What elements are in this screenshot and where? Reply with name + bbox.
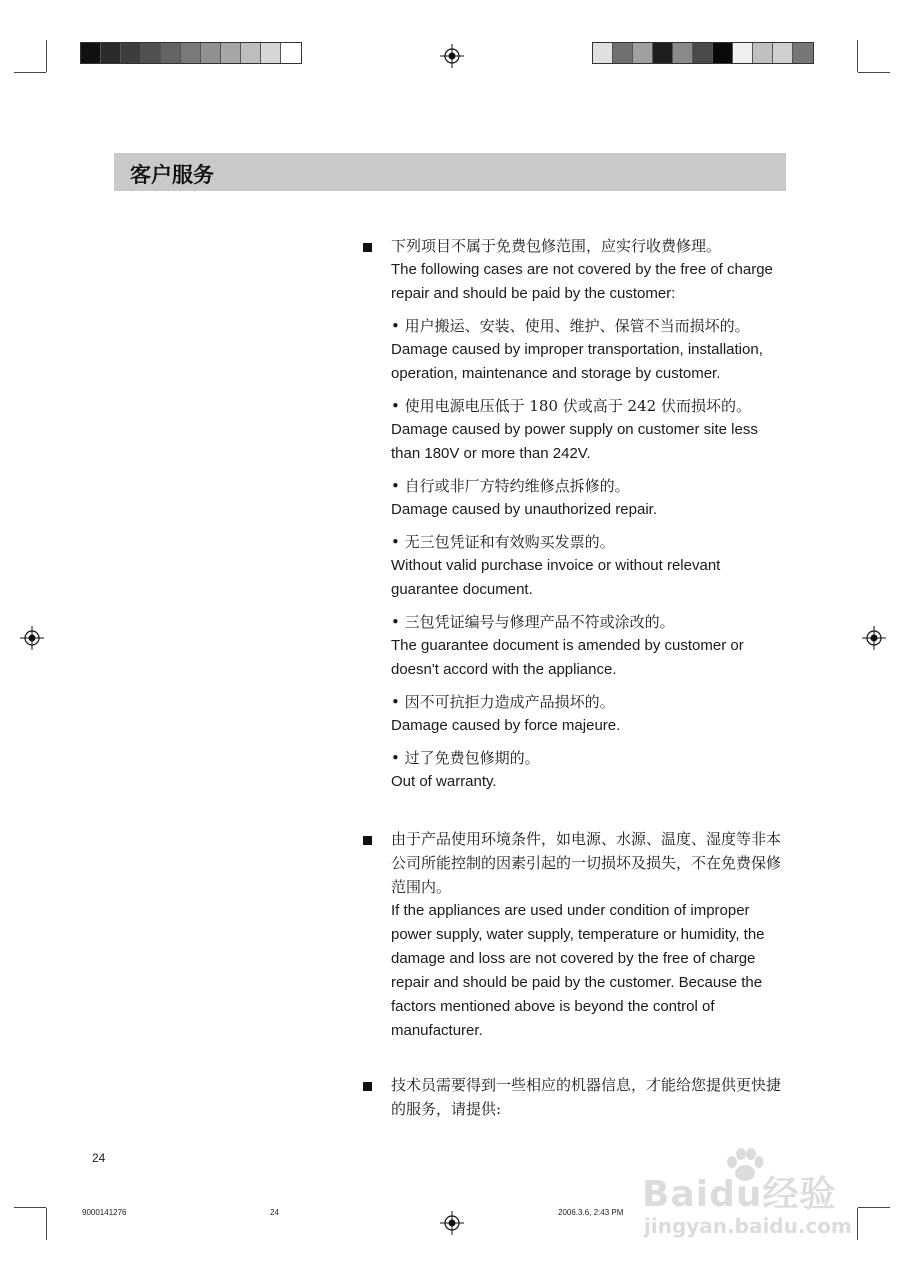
list-item-en: Damage caused by power supply on customer site less than 180V or more than 242V.: [391, 421, 758, 462]
list-item: [391, 610, 790, 682]
list-item: [391, 530, 790, 602]
list-item: [391, 690, 790, 738]
crop-mark: [857, 1208, 858, 1240]
crop-mark: [14, 72, 46, 73]
registration-mark-icon: [440, 1211, 464, 1235]
crop-mark: [858, 72, 890, 73]
list-item-en: Damage caused by force majeure.: [391, 717, 621, 734]
list-item-cn: • 因不可抗拒力造成产品损坏的。: [391, 693, 615, 711]
list-item: [391, 746, 790, 794]
list-item-en: Out of warranty.: [391, 773, 497, 790]
crop-mark: [857, 40, 858, 72]
grayscale-calibration-strip-left: [80, 42, 302, 64]
section-paid-repair-cases: [360, 234, 790, 794]
section-heading-cn: 下列项目不属于免费包修范围，应实行收费修理。: [391, 237, 722, 255]
list-item-cn: • 使用电源电压低于 180 伏或高于 242 伏而损坏的。: [391, 397, 751, 415]
registration-mark-icon: [440, 44, 464, 68]
section-header-bar: [114, 153, 786, 191]
baidu-watermark: [642, 1148, 852, 1248]
list-item-cn: • 用户搬运、安装、使用、维护、保管不当而损坏的。: [391, 317, 750, 335]
crop-mark: [858, 1207, 890, 1208]
footer-page: 24: [270, 1208, 279, 1217]
list-item: [391, 314, 790, 386]
watermark-main: Baidu经验: [642, 1174, 837, 1215]
list-item: [391, 394, 790, 466]
list-item-en: The guarantee document is amended by customer or doesn't accord with the appliance.: [391, 637, 744, 678]
registration-mark-icon: [20, 626, 44, 650]
registration-mark-icon: [862, 626, 886, 650]
list-item: [391, 474, 790, 522]
section-body-en: If the appliances are used under condition of improper power supply, water supply, temperature or humidity, the damage and loss are not covered by the free of charge repair and should be paid by the customer. Because the factors mentioned above is beyond the control of manufacturer.: [391, 902, 765, 1039]
section-technician-info: [360, 1073, 790, 1121]
grayscale-calibration-strip-right: [592, 42, 814, 64]
list-item-en: Damage caused by unauthorized repair.: [391, 501, 658, 518]
footer-timestamp: 2006.3.6, 2:43 PM: [558, 1208, 624, 1217]
list-item-en: Without valid purchase invoice or without relevant guarantee document.: [391, 557, 721, 598]
crop-mark: [14, 1207, 46, 1208]
crop-mark: [46, 1208, 47, 1240]
list-item-cn: • 自行或非厂方特约维修点拆修的。: [391, 477, 630, 495]
square-bullet-icon: [363, 1082, 372, 1091]
square-bullet-icon: [363, 243, 372, 252]
square-bullet-icon: [363, 836, 372, 845]
list-item-en: Damage caused by improper transportation, installation, operation, maintenance and storage by customer.: [391, 341, 763, 382]
list-item-cn: • 无三包凭证和有效购买发票的。: [391, 533, 615, 551]
page-title: 客户服务: [130, 163, 214, 187]
list-item-cn: • 三包凭证编号与修理产品不符或涂改的。: [391, 613, 675, 631]
section-heading-cn: 由于产品使用环境条件，如电源、水源、温度、湿度等非本公司所能控制的因素引起的一切损坏及损失，不在免费保修范围内。: [391, 830, 782, 896]
section-heading-en: The following cases are not covered by the free of charge repair and should be paid by the customer:: [391, 261, 773, 302]
crop-mark: [46, 40, 47, 72]
main-content: [360, 234, 790, 1121]
watermark-sub: jingyan.baidu.com: [644, 1214, 852, 1238]
footer-code: 9000141276: [82, 1208, 127, 1217]
page-number: 24: [92, 1151, 106, 1165]
section-heading-cn: 技术员需要得到一些相应的机器信息，才能给您提供更快捷的服务，请提供:: [391, 1076, 782, 1118]
list-item-cn: • 过了免费包修期的。: [391, 749, 540, 767]
section-environment-conditions: [360, 827, 790, 1043]
